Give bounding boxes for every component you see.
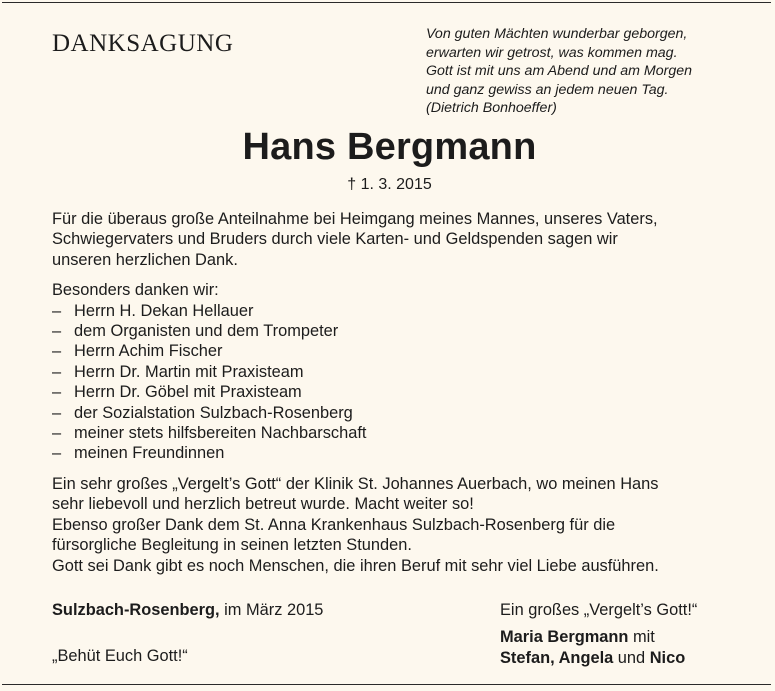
signature-block [500,600,697,668]
family-with: mit [628,628,655,647]
list-item-text: Herrn Dr. Göbel mit Praxisteam [74,383,302,402]
place-and-blessing [52,600,323,667]
list-item-text: Herrn Dr. Martin mit Praxisteam [74,362,304,381]
list-item-text: der Sozialstation Sulzbach-Rosenberg [74,403,353,422]
list-item [52,403,742,423]
family-names [500,627,697,668]
thanks-list [52,301,742,464]
intro-line: unseren herzlichen Dank. [52,250,238,269]
place-city: Sulzbach-Rosenberg, [52,601,220,619]
list-item-text: Herrn H. Dekan Hellauer [74,301,254,320]
intro-line: Für die überaus große Anteilnahme bei Heimgang meines Mannes, unseres Vaters, [52,210,658,228]
intro-line: Schwiegervaters und Bruders durch viele Karten- und Geldspenden sagen wir [52,230,618,249]
quote-line: Von guten Mächten wunderbar geborgen, [426,26,688,42]
deceased-name: Hans Bergmann [242,126,537,168]
list-item [52,362,742,382]
dash-marker: – [52,362,62,381]
list-item [52,443,742,463]
list-item [52,321,742,341]
family-name-maria: Maria Bergmann [500,628,629,647]
dash-marker: – [52,383,62,402]
quote-line: Gott ist mit uns am Abend und am Morgen [426,63,693,79]
death-date: † 1. 3. 2015 [347,176,432,193]
list-item-text: meiner stets hilfsbereiten Nachbarschaft [74,424,367,443]
closing-line: fürsorgliche Begleitung in seinen letzten Stunden. [52,536,412,555]
obituary-notice [2,2,771,685]
dash-marker: – [52,424,62,443]
family-name-children: Stefan, Angela [500,648,614,667]
closing-line: Ein sehr großes „Vergelt’s Gott“ der Klinik St. Johannes Auerbach, wo meinen Hans [52,474,659,493]
closing-paragraph [52,474,742,576]
family-and: und [613,648,650,667]
list-item [52,301,742,321]
closing-line: Ebenso großer Dank dem St. Anna Krankenhaus Sulzbach-Rosenberg für die [52,515,616,534]
dash-marker: – [52,342,62,361]
list-item [52,382,742,402]
quote-line: und ganz gewiss an jedem neuen Tag. [426,81,669,98]
list-item [52,341,742,361]
blessing: „Behüt Euch Gott!“ [52,647,188,666]
place-date [52,600,323,620]
closing-line: sehr liebevoll und herzlich betreut wurde. Macht weiter so! [52,495,474,514]
notice-body [52,209,742,576]
intro-paragraph [52,209,742,270]
list-item-text: meinen Freundinnen [74,444,225,463]
dash-marker: – [52,322,62,341]
dash-marker: – [52,444,62,463]
dash-marker: – [52,403,62,422]
closing-line: Gott sei Dank gibt es noch Menschen, die ihren Beruf mit sehr viel Liebe ausführen. [52,556,659,575]
quote-line: erwarten wir getrost, was kommen mag. [426,44,678,61]
thanks-lead: Besonders danken wir: [52,281,219,300]
list-item [52,423,742,443]
bonhoeffer-quote [426,25,756,118]
place-date-text: im März 2015 [219,601,324,619]
heading-danksagung: DANKSAGUNG [52,30,234,57]
signoff: Ein großes „Vergelt’s Gott!“ [500,601,698,619]
list-item-text: dem Organisten und dem Trompeter [74,322,339,341]
list-item-text: Herrn Achim Fischer [74,342,223,361]
family-name-nico: Nico [649,648,686,667]
dash-marker: – [52,301,62,320]
quote-author: (Dietrich Bonhoeffer) [426,100,557,116]
